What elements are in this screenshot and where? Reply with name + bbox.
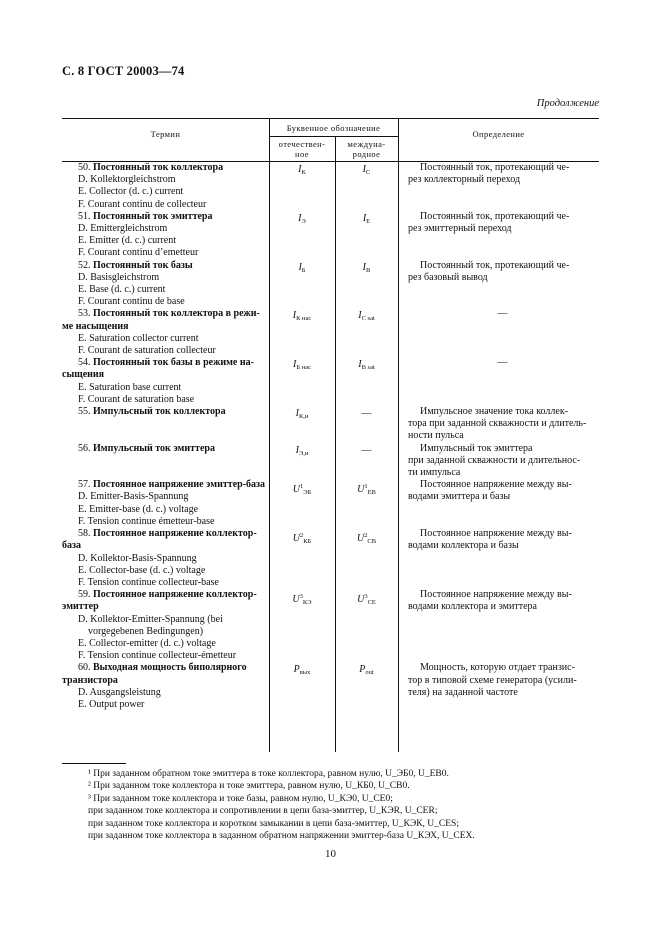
footnote-line: при заданном токе коллектора и сопротивлении в цепи база-эмиттер, U_КЭR, U_CER; — [88, 806, 438, 817]
term-cell — [62, 443, 269, 455]
term-title: сыщения — [62, 369, 105, 381]
international-symbol-cell: — — [361, 444, 372, 456]
international-symbol-cell — [335, 308, 398, 325]
domestic-symbol: $P_{вых}$ — [293, 664, 311, 677]
domestic-symbol-cell — [269, 528, 335, 548]
page-header: С. 8 ГОСТ 20003—74 — [62, 64, 185, 78]
term-cell — [62, 162, 269, 211]
table-row — [62, 589, 599, 662]
term-translation: E. Base (d. c.) current — [78, 284, 166, 296]
international-symbol: $I_{B sat}$ — [358, 359, 375, 372]
domestic-symbol-cell — [269, 443, 335, 460]
term-translation: D. Emitter-Basis-Spannung — [78, 491, 189, 503]
term-title: 53. Постоянный ток коллектора в режи- — [78, 308, 260, 320]
footnote-line: ³ При заданном токе коллектора и токе базы, равном нулю, U_КЭ0, U_CE0; — [88, 793, 393, 804]
international-symbol: $U^3_{CE}$ — [357, 593, 376, 607]
definition-cell: Постоянный ток, протекающий че- рез базовый вывод — [408, 259, 570, 283]
definition-cell: — — [497, 308, 508, 320]
international-symbol-cell: — — [361, 408, 372, 420]
term-translation: D. Basisgleichstrom — [78, 271, 160, 283]
term-translation: E. Collector-base (d. c.) voltage — [78, 564, 206, 576]
term-cell — [62, 211, 269, 260]
domestic-symbol-cell — [269, 211, 335, 228]
international-symbol: $I_B$ — [362, 261, 371, 274]
international-symbol: $P_{out}$ — [359, 664, 374, 677]
definition-cell: Постоянное напряжение между вы- водами эмиттера и базы — [408, 479, 572, 503]
term-translation: D. Kollektor-Emitter-Spannung (bei — [78, 613, 223, 625]
term-cell — [62, 260, 269, 309]
international-symbol-cell — [335, 260, 398, 277]
domestic-symbol: $U^3_{КЭ}$ — [292, 593, 312, 607]
definition-cell: — — [497, 357, 508, 369]
term-title: 50. Постоянный ток коллектора — [78, 162, 224, 173]
term-translation: F. Tension continue collecteur-émetteur — [78, 650, 237, 662]
term-translation: F. Courant continu de base — [78, 296, 185, 308]
international-symbol-cell — [335, 162, 398, 179]
term-translation: D. Kollektorgleichstrom — [78, 174, 176, 186]
term-title: 51. Постоянный ток эмиттера — [78, 210, 213, 222]
table-row — [62, 260, 599, 309]
footnote-line: при заданном токе коллектора и коротком замыкании в цепи база-эмиттер, U_КЭК, U_CES; — [88, 818, 459, 829]
term-cell — [62, 528, 269, 589]
international-symbol: $U^2_{CB}$ — [356, 532, 377, 546]
term-title: 54. Постоянный ток базы в режиме на- — [78, 357, 254, 369]
domestic-symbol-cell — [269, 406, 335, 423]
term-translation: E. Emitter (d. c.) current — [78, 235, 177, 247]
table-row — [62, 308, 599, 357]
term-title: транзистора — [62, 674, 118, 686]
footnote-line: ¹ При заданном обратном токе эмиттера в токе коллектора, равном нулю, U_ЭБ0, U_EB0. — [88, 769, 449, 779]
international-symbol: $U^1_{EB}$ — [357, 483, 376, 497]
international-symbol: $I_E$ — [362, 212, 371, 225]
definition-cell: Постоянный ток, протекающий че- рез эмиттерный переход — [408, 210, 570, 235]
footnote-line: при заданном токе коллектора в заданном обратном напряжении эмиттер-база U_КЭХ, U_CEX. — [88, 831, 475, 842]
term-title: база — [62, 540, 82, 552]
term-title: 57. Постоянное напряжение эмиттер-база — [78, 479, 266, 491]
term-title: 52. Постоянный ток базы — [78, 259, 193, 271]
term-translation: E. Emitter-base (d. c.) voltage — [78, 503, 199, 515]
international-symbol-cell — [335, 589, 398, 609]
international-symbol: $I_{C sat}$ — [358, 310, 375, 323]
domestic-symbol: $I_{К,и}$ — [295, 408, 309, 421]
domestic-symbol-cell — [269, 308, 335, 325]
term-cell — [62, 308, 269, 357]
definition-cell: Постоянное напряжение между вы- водами коллектора и базы — [408, 528, 572, 552]
term-translation: vorgegebenen Bedingungen) — [88, 625, 204, 637]
international-symbol-cell — [335, 357, 398, 374]
term-cell — [62, 406, 269, 418]
domestic-symbol-cell — [269, 589, 335, 609]
term-title: эмиттер — [62, 601, 99, 613]
table-row — [62, 443, 599, 480]
term-title: 55. Импульсный ток коллектора — [78, 406, 226, 418]
term-translation: D. Emittergleichstrom — [78, 223, 168, 235]
term-translation: F. Tension continue collecteur-base — [78, 576, 219, 588]
footnotes — [62, 768, 599, 842]
domestic-symbol-cell — [269, 357, 335, 374]
term-translation: E. Collector-emitter (d. c.) voltage — [78, 637, 216, 649]
continuation-label: Продолжение — [536, 98, 599, 109]
international-symbol-cell — [335, 528, 398, 548]
domestic-symbol-cell — [269, 479, 335, 499]
term-title: 56. Импульсный ток эмиттера — [78, 442, 215, 454]
domestic-symbol-cell — [269, 662, 335, 679]
definition-cell: Постоянный ток, протекающий че- рез коллекторный переход — [408, 162, 570, 186]
term-cell — [62, 662, 269, 711]
term-translation: F. Courant de saturation collecteur — [78, 345, 216, 357]
term-title: 58. Постоянное напряжение коллектор- — [78, 528, 257, 540]
term-translation: D. Kollektor-Basis-Spannung — [78, 552, 197, 564]
domestic-symbol: $I_К$ — [298, 164, 306, 176]
footnote-rule — [62, 763, 126, 764]
international-symbol-cell — [335, 211, 398, 228]
page-number: 10 — [325, 848, 336, 860]
term-translation: F. Courant de saturation base — [78, 393, 195, 405]
domestic-symbol: $I_{Б нас}$ — [293, 359, 311, 372]
term-translation: D. Ausgangsleistung — [78, 686, 161, 698]
domestic-symbol: $I_Э$ — [298, 212, 306, 225]
domestic-symbol: $I_{К нас}$ — [292, 310, 312, 323]
table-header — [62, 118, 599, 162]
term-translation: E. Saturation base current — [78, 381, 182, 393]
table-row — [62, 357, 599, 406]
domestic-symbol: $U^2_{КБ}$ — [292, 532, 312, 546]
international-symbol-cell — [335, 479, 398, 499]
term-translation: E. Saturation collector current — [78, 332, 199, 344]
term-translation: F. Tension continue émetteur-base — [78, 515, 215, 527]
term-cell — [62, 479, 269, 528]
international-symbol: $I_C$ — [362, 164, 371, 176]
header-domestic: отечествен- ное — [278, 139, 326, 159]
definition-cell: Импульсный ток эмиттера при заданной скважности и длительнос- ти импульса — [408, 442, 581, 479]
terms-table — [62, 118, 599, 711]
term-translation: F. Courant continu de collecteur — [78, 198, 207, 210]
table-row — [62, 211, 599, 260]
domestic-symbol-cell — [269, 162, 335, 179]
term-translation: E. Collector (d. c.) current — [78, 186, 184, 198]
header-symbol: Буквенное обозначение — [286, 123, 381, 133]
domestic-symbol-cell — [269, 260, 335, 277]
table-row — [62, 162, 599, 211]
definition-cell: Постоянное напряжение между вы- водами коллектора и эмиттера — [408, 589, 572, 613]
term-translation: E. Output power — [78, 698, 145, 710]
definition-cell: Мощность, которую отдает транзис- тор в типовой схеме генератора (усили- теля) на заданной частоте — [408, 662, 577, 698]
table-body — [62, 162, 599, 711]
domestic-symbol: $I_{Э,и}$ — [295, 444, 309, 457]
term-cell — [62, 357, 269, 406]
table-row — [62, 662, 599, 711]
header-international: междуна- родное — [347, 139, 386, 159]
international-symbol-cell — [335, 662, 398, 679]
table-row — [62, 479, 599, 528]
footnote-line: ² При заданном токе коллектора и токе эмиттера, равном нулю, U_КБ0, U_CB0. — [88, 781, 410, 792]
table-row — [62, 528, 599, 589]
term-translation: F. Courant continu d’emetteur — [78, 247, 199, 259]
term-title: 60. Выходная мощность биполярного — [78, 662, 247, 674]
definition-cell: Импульсное значение тока коллек- тора при заданной скважности и длитель- ности пульса — [408, 406, 587, 442]
term-cell — [62, 589, 269, 662]
header-term: Термин — [150, 129, 181, 139]
header-definition: Определение — [472, 129, 525, 139]
term-title: 59. Постоянное напряжение коллектор- — [78, 589, 257, 601]
term-title: ме насыщения — [62, 320, 129, 332]
domestic-symbol: $U^1_{ЭБ}$ — [292, 483, 312, 497]
table-row — [62, 406, 599, 443]
domestic-symbol: $I_Б$ — [298, 261, 306, 274]
